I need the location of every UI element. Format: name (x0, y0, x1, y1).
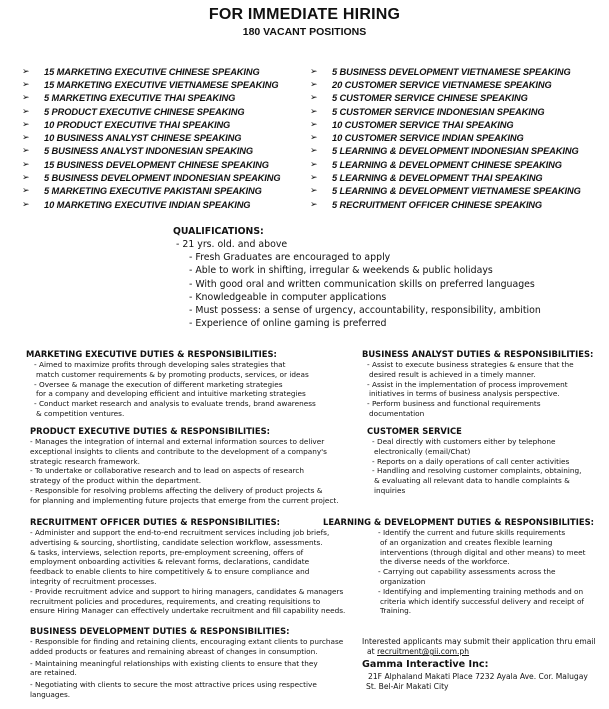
duty-line: - Perform business and functional requirements (367, 399, 541, 409)
duty-line: - Maintaining meaningful relationships with existing clients to ensure that they (30, 658, 318, 668)
arrow-bullet-icon: ➢ (22, 159, 30, 170)
customer-service-section (367, 426, 602, 496)
arrow-bullet-icon: ➢ (310, 79, 318, 90)
position-item: ➢ 5 LEARNING & DEVELOPMENT THAI SPEAKING (310, 173, 543, 184)
arrow-bullet-icon: ➢ (22, 93, 30, 104)
address-line-2: St. Bel-Air Makati City (366, 682, 449, 691)
section-heading: PRODUCT EXECUTIVE DUTIES & RESPONSIBILITIES: (30, 426, 270, 436)
duty-line: - Identify the current and future skills requirements (378, 528, 566, 537)
section-heading: CUSTOMER SERVICE (367, 426, 462, 436)
arrow-bullet-icon: ➢ (310, 146, 318, 157)
position-item: ➢ 15 BUSINESS DEVELOPMENT CHINESE SPEAKING (22, 159, 269, 170)
position-item: ➢ 5 MARKETING EXECUTIVE THAI SPEAKING (22, 93, 236, 104)
arrow-bullet-icon: ➢ (22, 79, 30, 90)
duty-line: documentation (369, 408, 425, 418)
position-item: ➢ 5 LEARNING & DEVELOPMENT VIETNAMESE SPEAKING (310, 186, 581, 197)
duty-line: - To undertake or collaborative research and to lead on aspects of research (30, 466, 305, 476)
duty-line: languages. (30, 689, 71, 699)
arrow-bullet-icon: ➢ (310, 173, 318, 184)
duty-line: added products or features and remaining abreast of changes in consumption. (30, 646, 318, 656)
duty-line: exceptional insights to clients and contribute to the development of a company's (30, 446, 327, 456)
duty-line: - Oversee & manage the execution of different marketing strategies (34, 379, 283, 389)
duty-line: - Handling and resolving customer complaints, obtaining, (372, 466, 582, 476)
duty-line: inquiries (374, 485, 406, 495)
position-item: ➢ 15 MARKETING EXECUTIVE CHINESE SPEAKING (22, 66, 260, 77)
duty-line: Training. (380, 606, 412, 616)
duty-line: - Responsible for finding and retaining clients, encouraging extant clients to purchase (30, 637, 344, 646)
duty-line: match customer requirements & by promoting products, services, or ideas (36, 369, 309, 379)
duty-line: of an organization and creates flexible learning (380, 537, 553, 547)
position-item: ➢ 10 CUSTOMER SERVICE THAI SPEAKING (310, 119, 514, 130)
learning-development-duties-section (323, 517, 605, 616)
contact-block (362, 637, 606, 692)
qualifications-block (173, 226, 593, 331)
duty-line: recruitment policies and procedures, requirements, and creating requisitions to (30, 596, 321, 606)
business-development-duties-section (30, 626, 350, 700)
arrow-bullet-icon: ➢ (22, 186, 30, 197)
position-item: ➢ 5 LEARNING & DEVELOPMENT CHINESE SPEAKING (310, 159, 562, 170)
arrow-bullet-icon: ➢ (310, 106, 318, 117)
arrow-bullet-icon: ➢ (310, 159, 318, 170)
duty-line: - Carrying out capability assessments across the (378, 567, 556, 577)
section-heading: LEARNING & DEVELOPMENT DUTIES & RESPONSIBILITIES: (323, 517, 594, 527)
page-title: FOR IMMEDIATE HIRING (208, 6, 401, 23)
duty-line: for planning and implementing future projects that emerge from the current project. (30, 495, 339, 505)
position-item: ➢ 10 BUSINESS ANALYST CHINESE SPEAKING (22, 133, 242, 144)
duty-line: feedback to enable clients to hire competitively & to ensure compliance and (30, 567, 310, 577)
qualification-item: - 21 yrs. old. and above (176, 239, 288, 250)
duty-line: - Administer and support the end-to-end recruitment services including job briefs, (30, 528, 330, 537)
duty-line: - Provide recruitment advice and support to hiring managers, candidates & managers (30, 586, 344, 596)
position-item: ➢ 5 CUSTOMER SERVICE CHINESE SPEAKING (310, 93, 528, 104)
duty-line: integrity of recruitment processes. (30, 576, 157, 586)
duty-line: ensure Hiring Manager can effectively undertake recruitment and fill capability needs. (30, 606, 346, 616)
arrow-bullet-icon: ➢ (22, 133, 30, 144)
duty-line: - Assist to execute business strategies & ensure that the (367, 360, 574, 369)
email-prefix: at (367, 647, 375, 656)
section-heading: BUSINESS DEVELOPMENT DUTIES & RESPONSIBILITIES: (30, 626, 290, 636)
position-item: ➢ 10 MARKETING EXECUTIVE INDIAN SPEAKING (22, 199, 251, 210)
company-name: Gamma Interactive Inc: (362, 659, 489, 670)
position-item: ➢ 10 CUSTOMER SERVICE INDIAN SPEAKING (310, 133, 524, 144)
duty-line: employment onboarding activities & relevant forms, declarations, candidate (30, 557, 310, 567)
duty-line: interventions (through digital and other means) to meet (380, 547, 586, 557)
qualification-item: - Experience of online gaming is preferred (189, 318, 387, 330)
duty-line: & evaluating all relevant data to handle complaints & (374, 476, 570, 486)
duty-line: - Aimed to maximize profits through developing sales strategies that (34, 360, 286, 369)
duty-line: desired result is achieved in a timely manner. (369, 369, 536, 379)
qualification-item: - Fresh Graduates are encouraged to apply (189, 252, 391, 264)
arrow-bullet-icon: ➢ (22, 146, 30, 157)
duty-line: electronically (email/Chat) (374, 446, 471, 456)
duty-line: - Deal directly with customers either by telephone (372, 437, 556, 446)
duty-line: the diverse needs of the workforce. (380, 557, 510, 567)
duty-line: & tasks, interviews, selection reports, pre-employment screening, offers of (30, 547, 304, 557)
duty-line: - Reports on a daily operations of call center activities (372, 456, 570, 466)
duty-line: advertising & sourcing, shortlisting, candidate selection workflow, assessments. (30, 537, 323, 547)
duty-line: criteria which identify successful delivery and receipt of (380, 596, 584, 606)
marketing-duties-section (26, 349, 346, 419)
email-line (362, 647, 606, 657)
business-analyst-duties-section (362, 349, 602, 419)
product-duties-section (30, 426, 360, 506)
duty-line: strategic research framework. (30, 456, 140, 466)
position-item: ➢ 5 RECRUITMENT OFFICER CHINESE SPEAKING (310, 199, 543, 210)
section-heading: RECRUITMENT OFFICER DUTIES & RESPONSIBILITIES: (30, 517, 280, 527)
email-link[interactable]: recruitment@gii.com.ph (377, 647, 470, 656)
apply-instructions: Interested applicants may submit their application thru email (362, 637, 596, 646)
qualification-item: - Knowledgeable in computer applications (189, 291, 387, 303)
arrow-bullet-icon: ➢ (310, 133, 318, 144)
duty-line: - Conduct market research and analysis to evaluate trends, brand awareness (34, 399, 316, 409)
qualification-item: - Must possess: a sense of urgency, accountability, responsibility, ambition (189, 304, 541, 316)
position-item: ➢ 5 PRODUCT EXECUTIVE CHINESE SPEAKING (22, 106, 245, 117)
position-item: ➢ 5 CUSTOMER SERVICE INDONESIAN SPEAKING (310, 106, 545, 117)
arrow-bullet-icon: ➢ (310, 66, 318, 77)
positions-list-right (310, 65, 606, 211)
duty-line: organization (380, 576, 426, 586)
arrow-bullet-icon: ➢ (22, 66, 30, 77)
position-item: ➢ 5 LEARNING & DEVELOPMENT INDONESIAN SPEAKING (310, 146, 579, 157)
duty-line: for a company and developing efficient and intuitive marketing strategies (36, 389, 306, 399)
qualifications-heading: QUALIFICATIONS: (173, 226, 264, 237)
position-item: ➢ 5 BUSINESS DEVELOPMENT VIETNAMESE SPEAKING (310, 66, 571, 77)
position-item: ➢ 10 PRODUCT EXECUTIVE THAI SPEAKING (22, 119, 231, 130)
position-item: ➢ 5 BUSINESS DEVELOPMENT INDONESIAN SPEAKING (22, 173, 281, 184)
arrow-bullet-icon: ➢ (310, 199, 318, 210)
section-heading: MARKETING EXECUTIVE DUTIES & RESPONSIBILITIES: (26, 349, 277, 359)
arrow-bullet-icon: ➢ (22, 173, 30, 184)
duty-line: strategy of the product within the department. (30, 476, 202, 486)
position-item: ➢ 15 MARKETING EXECUTIVE VIETNAMESE SPEAKING (22, 79, 279, 90)
arrow-bullet-icon: ➢ (310, 119, 318, 130)
vacancy-count: 180 VACANT POSITIONS (242, 26, 367, 38)
arrow-bullet-icon: ➢ (310, 93, 318, 104)
duty-line: are retained. (30, 668, 77, 678)
duty-line: initiatives in terms of business analysis perspective. (369, 389, 560, 399)
duty-line: - Negotiating with clients to secure the most attractive prices using respective (30, 680, 317, 690)
qualification-item: - With good oral and written communication skills on preferred languages (189, 278, 535, 290)
duty-line: - Identifying and implementing training methods and on (378, 586, 584, 596)
section-heading: BUSINESS ANALYST DUTIES & RESPONSIBILITIES: (362, 349, 594, 359)
duty-line: - Responsible for resolving problems affecting the delivery of product projects & (30, 485, 323, 495)
position-item: ➢ 5 BUSINESS ANALYST INDONESIAN SPEAKING (22, 146, 254, 157)
duty-line: & competition ventures. (36, 408, 125, 418)
recruitment-duties-section (30, 517, 350, 616)
position-item: ➢ 20 CUSTOMER SERVICE VIETNAMESE SPEAKING (310, 79, 552, 90)
arrow-bullet-icon: ➢ (22, 199, 30, 210)
qualification-item: - Able to work in shifting, irregular & weekends & public holidays (189, 265, 493, 277)
arrow-bullet-icon: ➢ (22, 106, 30, 117)
position-item: ➢ 5 MARKETING EXECUTIVE PAKISTANI SPEAKING (22, 186, 262, 197)
duty-line: - Assist in the implementation of process improvement (367, 379, 568, 389)
arrow-bullet-icon: ➢ (22, 119, 30, 130)
positions-list-left (22, 65, 312, 211)
duty-line: - Manages the integration of internal and external information sources to deliver (30, 437, 325, 446)
arrow-bullet-icon: ➢ (310, 186, 318, 197)
address-line-1: 21F Alphaland Makati Place 7232 Ayala Ave. Cor. Malugay (368, 672, 588, 681)
